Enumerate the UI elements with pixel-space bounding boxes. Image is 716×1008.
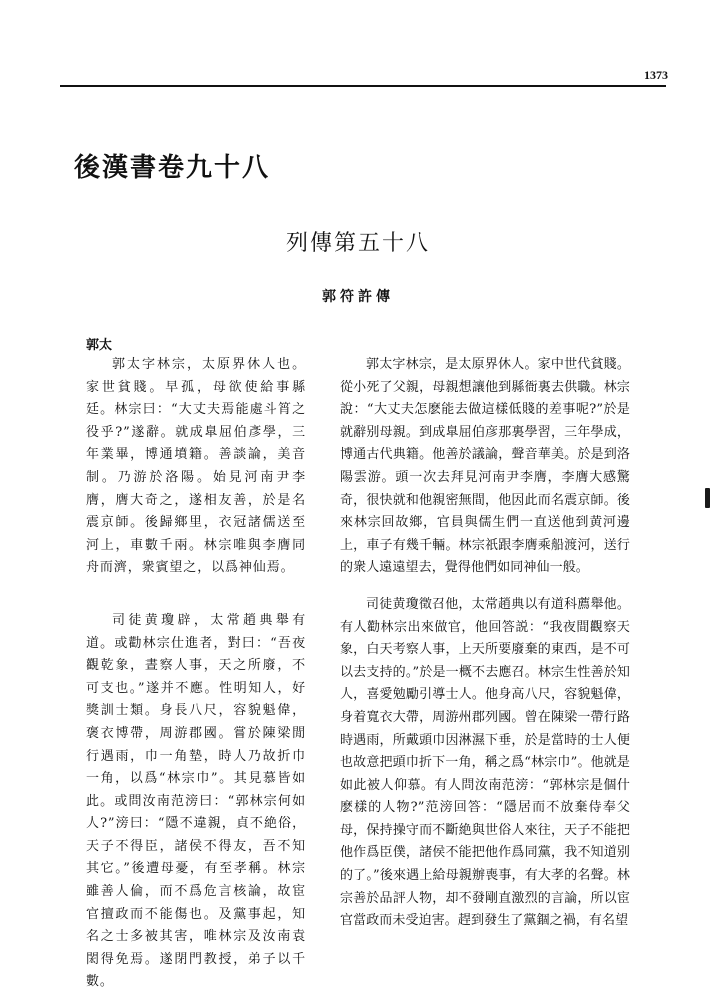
book-title: 後漢書卷九十八 [74,153,271,183]
translation-paragraph-1: 郭太字林宗，是太原界休人。家中世代貧賤。從小死了父親，母親想讓他到縣衙裏去供職。林宗說：“大丈夫怎麽能去做這樣低賤的差事呢?”於是就辭别母親。到成臯屈伯彦那裏學習，三年學成，博通古代典籍。他善於議論，聲音華美。於是到洛陽雲游。頭一次去拜見河南尹李膺，李膺大感驚奇，很快就和他親密無間，他因此而名震京師。後來林宗回故鄉，官員與儒生們一直送他到黄河邊上，車子有幾千輛。林宗祇跟李膺乘船渡河，送行的衆人遠遠望去，覺得他們如同神仙一般。 [340,357,630,576]
classical-text-column [86,354,306,1008]
translation-text-column [340,354,630,947]
translation-paragraph-2: 司徒黄瓊徵召他，太常趙典以有道科薦舉他。有人勸林宗出來做官，他回答説：“我夜間觀察天象，白天考察人事，上天所要廢棄的東西，是不可以去支持的。”於是一概不去應召。林宗生性善於知人，喜愛勉勵引導士人。他身高八尺，容貌魁偉，身着寬衣大帶，周游州郡列國。曾在陳梁一帶行路時遇雨，所戴頭巾因淋濕下垂，於是當時的士人便也故意把頭巾折下一角，稱之爲“林宗巾”。他就是如此被人仰慕。有人問汝南范滂：“郭林宗是個什麽樣的人物?”范滂回答：“隱居而不放棄侍奉父母，保持操守而不斷絶與世俗人來往，天子不能把他作爲臣僕，諸侯不能把他作爲同黨，我不知道别的了。”後來遇上給母親辦喪事，有大孝的名聲。林宗善於品評人物，却不發剛直激烈的言論，所以宦官當政而未受迫害。趕到發生了黨錮之禍，有名望 [340,596,630,929]
classical-paragraph-1: 郭太字林宗，太原界休人也。家世貧賤。早孤，母欲使給事縣廷。林宗曰：“大丈夫焉能處斗筲之役乎?”遂辭。就成臯屈伯彥學，三年業畢，博通墳籍。善談論，美音制。乃游於洛陽。始見河南尹李膺，膺大奇之，遂相友善，於是名震京師。後歸鄉里，衣冠諸儒送至河上，車數千兩。林宗唯與李膺同舟而濟，衆賓望之，以爲神仙焉。 [86,357,306,576]
section-title: 郭符許傳 [322,289,394,305]
person-name-heading: 郭太 [86,338,113,353]
header-rule [60,85,666,87]
chapter-title: 列傳第五十八 [285,231,430,256]
classical-paragraph-2: 司徒黄瓊辟，太常趙典舉有道。或勸林宗仕進者，對曰：“吾夜觀乾象，晝察人事，天之所廢，不可支也。”遂并不應。性明知人，好獎訓士類。身長八尺，容貌魁偉，褒衣博帶，周游郡國。嘗於陳梁閒行遇雨，巾一角墊，時人乃故折巾一角，以爲“林宗巾”。其見慕皆如此。或問汝南范滂曰：“郭林宗何如人?”滂曰：“隱不違親，貞不絶俗，天子不得臣，諸侯不得友，吾不知其它。”後遭母憂，有至孝稱。林宗雖善人倫，而不爲危言核論，故宦官擅政而不能傷也。及黨事起，知名之士多被其害，唯林宗及汝南袁閎得免焉。遂閉門教授，弟子以千數。 [86,612,306,990]
page-number: 1373 [644,68,668,82]
binding-mark [705,488,710,508]
